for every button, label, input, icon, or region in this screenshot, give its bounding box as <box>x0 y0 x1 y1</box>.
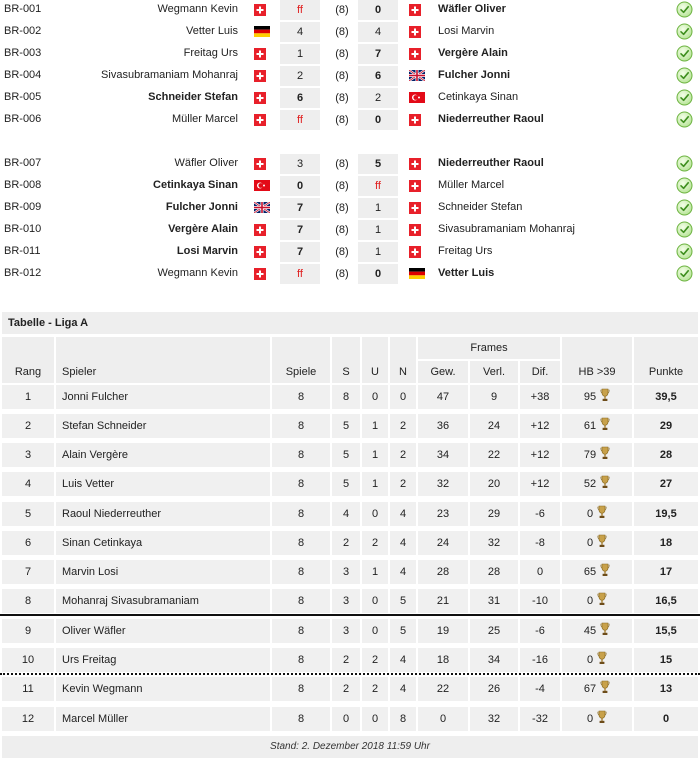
frames-count: (8) <box>335 4 349 16</box>
match-row <box>0 242 700 262</box>
cell-spiele: 8 <box>272 531 330 555</box>
cell-gew: 34 <box>418 443 468 467</box>
cell-verl: 22 <box>470 443 518 467</box>
away-player[interactable]: Cetinkaya Sinan <box>438 91 519 103</box>
cell-spieler[interactable]: Marvin Losi <box>56 560 270 584</box>
match-id: BR-006 <box>4 113 42 125</box>
home-player[interactable]: Cetinkaya Sinan <box>153 179 238 191</box>
trophy-icon <box>593 537 607 549</box>
hb-value: 0 <box>586 595 594 607</box>
match-row <box>0 198 700 218</box>
match-id: BR-003 <box>4 47 42 59</box>
cell-spiele: 8 <box>272 560 330 584</box>
home-player[interactable]: Wäfler Oliver <box>174 157 238 169</box>
cell-n: 4 <box>390 560 416 584</box>
cell-hb <box>562 648 632 672</box>
cell-u: 1 <box>362 443 388 467</box>
cell-u: 2 <box>362 677 388 701</box>
home-player[interactable]: Losi Marvin <box>176 245 238 257</box>
cell-gew: 23 <box>418 502 468 526</box>
away-score: 1 <box>358 242 398 262</box>
frames-count: (8) <box>335 26 349 38</box>
cell-s: 5 <box>332 443 360 467</box>
cell-spieler[interactable]: Alain Vergère <box>56 443 270 467</box>
uk-flag <box>409 70 425 81</box>
cell-n: 0 <box>390 385 416 409</box>
hb-value: 45 <box>583 625 597 637</box>
cell-dif: +12 <box>520 472 560 496</box>
cell-s: 5 <box>332 472 360 496</box>
cell-verl: 20 <box>470 472 518 496</box>
cell-verl: 25 <box>470 619 518 643</box>
frames-count: (8) <box>335 224 349 236</box>
away-player[interactable]: Müller Marcel <box>438 179 505 191</box>
cell-s: 2 <box>332 648 360 672</box>
switzerland-flag <box>409 246 425 257</box>
frames-count: (8) <box>335 158 349 170</box>
cell-hb <box>562 619 632 643</box>
frames-count: (8) <box>335 48 349 60</box>
cell-n: 5 <box>390 589 416 613</box>
trophy-icon <box>596 478 610 490</box>
cell-n: 2 <box>390 414 416 438</box>
match-row <box>0 66 700 86</box>
cell-hb <box>562 531 632 555</box>
hb-value: 95 <box>583 391 597 403</box>
green-check-icon <box>676 67 693 84</box>
frames-group-header: Frames <box>418 337 560 359</box>
away-player[interactable]: Sivasubramaniam Mohanraj <box>438 223 575 235</box>
cell-dif: -10 <box>520 589 560 613</box>
cell-hb <box>562 677 632 701</box>
away-score: 0 <box>358 264 398 284</box>
cell-s: 8 <box>332 385 360 409</box>
cell-verl: 9 <box>470 385 518 409</box>
hb-value: 61 <box>583 420 597 432</box>
cell-n: 8 <box>390 707 416 731</box>
cell-spieler[interactable]: Oliver Wäfler <box>56 619 270 643</box>
trophy-icon <box>596 420 610 432</box>
cell-verl: 32 <box>470 531 518 555</box>
cell-rang: 5 <box>2 502 54 526</box>
switzerland-flag <box>254 48 268 59</box>
trophy-icon <box>596 625 610 637</box>
cell-spiele: 8 <box>272 472 330 496</box>
home-score: 4 <box>280 22 320 42</box>
hb-value: 79 <box>583 449 597 461</box>
cell-u: 0 <box>362 589 388 613</box>
away-player[interactable]: Fulcher Jonni <box>438 69 511 81</box>
cell-spiele: 8 <box>272 707 330 731</box>
cell-punkte: 28 <box>634 443 698 467</box>
trophy-icon <box>596 683 610 695</box>
cell-n: 4 <box>390 531 416 555</box>
col-header-s[interactable]: S <box>332 337 360 383</box>
cell-punkte: 39,5 <box>634 385 698 409</box>
frames-count: (8) <box>335 202 349 214</box>
cell-verl: 28 <box>470 560 518 584</box>
col-header-n[interactable]: N <box>390 337 416 383</box>
cell-spiele: 8 <box>272 414 330 438</box>
cell-spiele: 8 <box>272 589 330 613</box>
cell-hb <box>562 385 632 409</box>
col-header-spiele[interactable]: Spiele <box>272 337 330 383</box>
cell-rang: 8 <box>2 589 54 613</box>
cell-u: 1 <box>362 414 388 438</box>
away-score: 0 <box>358 110 398 130</box>
col-header-rang[interactable]: Rang <box>2 337 54 383</box>
cell-hb <box>562 560 632 584</box>
home-score: 1 <box>280 44 320 64</box>
cell-rang: 11 <box>2 677 54 701</box>
cell-spieler[interactable]: Urs Freitag <box>56 648 270 672</box>
match-row <box>0 220 700 240</box>
switzerland-flag <box>409 202 425 213</box>
germany-flag <box>254 26 268 37</box>
trophy-icon <box>593 713 607 725</box>
match-row <box>0 264 700 284</box>
home-player[interactable]: Schneider Stefan <box>148 91 238 103</box>
cell-gew: 18 <box>418 648 468 672</box>
home-score: 0 <box>280 176 320 196</box>
away-score: 1 <box>358 198 398 218</box>
green-check-icon <box>676 89 693 106</box>
cell-gew: 21 <box>418 589 468 613</box>
away-score: 6 <box>358 66 398 86</box>
cell-gew: 24 <box>418 531 468 555</box>
cell-dif: +38 <box>520 385 560 409</box>
cell-s: 2 <box>332 531 360 555</box>
cell-u: 0 <box>362 502 388 526</box>
hb-value: 65 <box>583 566 597 578</box>
cell-s: 0 <box>332 707 360 731</box>
switzerland-flag <box>409 26 425 37</box>
cell-punkte: 0 <box>634 707 698 731</box>
cell-hb <box>562 589 632 613</box>
cell-hb <box>562 443 632 467</box>
away-score: 0 <box>358 0 398 20</box>
germany-flag <box>409 268 425 279</box>
away-score: ff <box>358 176 398 196</box>
frames-count: (8) <box>335 246 349 258</box>
switzerland-flag <box>409 48 425 59</box>
switzerland-flag <box>254 92 268 103</box>
green-check-icon <box>676 199 693 216</box>
cell-dif: -16 <box>520 648 560 672</box>
home-score: 3 <box>280 154 320 174</box>
col-header-punkte[interactable]: Punkte <box>634 337 698 383</box>
col-header-hb[interactable]: HB >39 <box>562 337 632 383</box>
cell-verl: 24 <box>470 414 518 438</box>
away-player[interactable]: Niederreuther Raoul <box>438 113 544 125</box>
hb-value: 0 <box>586 654 594 666</box>
away-score: 2 <box>358 88 398 108</box>
match-id: BR-008 <box>4 179 42 191</box>
cell-punkte: 15 <box>634 648 698 672</box>
away-score: 7 <box>358 44 398 64</box>
switzerland-flag <box>254 224 268 235</box>
switzerland-flag <box>409 180 425 191</box>
cell-s: 5 <box>332 414 360 438</box>
cell-punkte: 18 <box>634 531 698 555</box>
cell-hb <box>562 707 632 731</box>
cell-spiele: 8 <box>272 619 330 643</box>
home-score: ff <box>280 110 320 130</box>
home-score: ff <box>280 0 320 20</box>
cell-dif: -6 <box>520 502 560 526</box>
cell-spiele: 8 <box>272 677 330 701</box>
cell-rang: 9 <box>2 619 54 643</box>
cell-dif: +12 <box>520 414 560 438</box>
switzerland-flag <box>254 246 268 257</box>
separator-solid <box>0 614 700 616</box>
cell-hb <box>562 472 632 496</box>
cell-spieler[interactable]: Marcel Müller <box>56 707 270 731</box>
home-player[interactable]: Müller Marcel <box>171 113 238 125</box>
hb-value: 67 <box>583 683 597 695</box>
cell-s: 3 <box>332 619 360 643</box>
trophy-icon <box>596 391 610 403</box>
cell-u: 0 <box>362 619 388 643</box>
cell-spieler[interactable]: Mohanraj Sivasubramaniam <box>56 589 270 613</box>
match-id: BR-001 <box>4 3 42 15</box>
cell-s: 3 <box>332 589 360 613</box>
cell-spieler[interactable]: Luis Vetter <box>56 472 270 496</box>
trophy-icon <box>593 595 607 607</box>
cell-gew: 47 <box>418 385 468 409</box>
match-id: BR-010 <box>4 223 42 235</box>
cell-spieler[interactable]: Sinan Cetinkaya <box>56 531 270 555</box>
home-score: 7 <box>280 242 320 262</box>
cell-dif: -8 <box>520 531 560 555</box>
cell-gew: 28 <box>418 560 468 584</box>
cell-rang: 2 <box>2 414 54 438</box>
cell-spieler[interactable]: Raoul Niederreuther <box>56 502 270 526</box>
cell-punkte: 27 <box>634 472 698 496</box>
cell-verl: 34 <box>470 648 518 672</box>
uk-flag <box>254 202 268 213</box>
green-check-icon <box>676 23 693 40</box>
away-score: 1 <box>358 220 398 240</box>
cell-punkte: 16,5 <box>634 589 698 613</box>
cell-rang: 1 <box>2 385 54 409</box>
hb-value: 0 <box>586 537 594 549</box>
cell-n: 5 <box>390 619 416 643</box>
match-row <box>0 44 700 64</box>
cell-spiele: 8 <box>272 385 330 409</box>
cell-u: 0 <box>362 385 388 409</box>
cell-gew: 22 <box>418 677 468 701</box>
match-row <box>0 0 700 20</box>
away-player[interactable]: Losi Marvin <box>438 25 495 37</box>
separator-dotted <box>0 673 700 675</box>
cell-n: 4 <box>390 502 416 526</box>
match-row <box>0 110 700 130</box>
cell-hb <box>562 414 632 438</box>
cell-s: 3 <box>332 560 360 584</box>
home-player[interactable]: Vetter Luis <box>186 25 238 37</box>
cell-dif: +12 <box>520 443 560 467</box>
cell-punkte: 29 <box>634 414 698 438</box>
home-score: 7 <box>280 220 320 240</box>
green-check-icon <box>676 265 693 282</box>
switzerland-flag <box>409 4 425 15</box>
cell-spieler[interactable]: Stefan Schneider <box>56 414 270 438</box>
turkey-flag <box>254 180 268 191</box>
home-player[interactable]: Fulcher Jonni <box>165 201 238 213</box>
green-check-icon <box>676 155 693 172</box>
frames-count: (8) <box>335 70 349 82</box>
cell-n: 2 <box>390 443 416 467</box>
table-title: Tabelle - Liga A <box>2 312 698 334</box>
green-check-icon <box>676 243 693 260</box>
away-player[interactable]: Vergère Alain <box>438 47 508 59</box>
cell-spiele: 8 <box>272 502 330 526</box>
cell-gew: 0 <box>418 707 468 731</box>
cell-u: 2 <box>362 531 388 555</box>
away-player[interactable]: Niederreuther Raoul <box>438 157 544 169</box>
cell-spiele: 8 <box>272 443 330 467</box>
away-player[interactable]: Freitag Urs <box>438 245 493 257</box>
cell-dif: -32 <box>520 707 560 731</box>
home-player[interactable]: Freitag Urs <box>183 47 238 59</box>
away-score: 5 <box>358 154 398 174</box>
home-player[interactable]: Vergère Alain <box>168 223 238 235</box>
col-header-verl[interactable]: Verl. <box>470 361 518 383</box>
cell-punkte: 17 <box>634 560 698 584</box>
cell-gew: 32 <box>418 472 468 496</box>
green-check-icon <box>676 111 693 128</box>
cell-rang: 7 <box>2 560 54 584</box>
away-player[interactable]: Wäfler Oliver <box>438 3 506 15</box>
match-id: BR-009 <box>4 201 42 213</box>
cell-gew: 36 <box>418 414 468 438</box>
cell-u: 1 <box>362 472 388 496</box>
switzerland-flag <box>409 224 425 235</box>
cell-rang: 3 <box>2 443 54 467</box>
hb-value: 0 <box>586 508 594 520</box>
switzerland-flag <box>254 114 268 125</box>
match-row <box>0 22 700 42</box>
cell-n: 4 <box>390 677 416 701</box>
green-check-icon <box>676 45 693 62</box>
frames-count: (8) <box>335 114 349 126</box>
col-header-gew[interactable]: Gew. <box>418 361 468 383</box>
home-score: 7 <box>280 198 320 218</box>
cell-gew: 19 <box>418 619 468 643</box>
switzerland-flag <box>409 114 425 125</box>
hb-value: 0 <box>586 713 594 725</box>
cell-punkte: 15,5 <box>634 619 698 643</box>
cell-s: 4 <box>332 502 360 526</box>
match-row <box>0 88 700 108</box>
cell-dif: 0 <box>520 560 560 584</box>
frames-count: (8) <box>335 180 349 192</box>
cell-spiele: 8 <box>272 648 330 672</box>
trophy-icon <box>596 449 610 461</box>
match-id: BR-011 <box>4 245 41 257</box>
frames-count: (8) <box>335 268 349 280</box>
match-id: BR-004 <box>4 69 42 81</box>
cell-hb <box>562 502 632 526</box>
cell-u: 1 <box>362 560 388 584</box>
cell-punkte: 13 <box>634 677 698 701</box>
match-id: BR-012 <box>4 267 42 279</box>
cell-dif: -4 <box>520 677 560 701</box>
home-score: 2 <box>280 66 320 86</box>
trophy-icon <box>596 566 610 578</box>
hb-value: 52 <box>583 478 597 490</box>
match-row <box>0 154 700 174</box>
match-id: BR-005 <box>4 91 42 103</box>
cell-verl: 31 <box>470 589 518 613</box>
cell-punkte: 19,5 <box>634 502 698 526</box>
cell-verl: 26 <box>470 677 518 701</box>
cell-rang: 4 <box>2 472 54 496</box>
switzerland-flag <box>254 268 268 279</box>
col-header-spieler[interactable]: Spieler <box>56 337 270 383</box>
green-check-icon <box>676 177 693 194</box>
cell-u: 0 <box>362 707 388 731</box>
col-header-dif[interactable]: Dif. <box>520 361 560 383</box>
cell-rang: 12 <box>2 707 54 731</box>
cell-rang: 6 <box>2 531 54 555</box>
cell-n: 4 <box>390 648 416 672</box>
home-player[interactable]: Sivasubramaniam Mohanraj <box>101 69 238 81</box>
trophy-icon <box>593 508 607 520</box>
away-player[interactable]: Vetter Luis <box>438 267 495 279</box>
green-check-icon <box>676 221 693 238</box>
table-footer-timestamp: Stand: 2. Dezember 2018 11:59 Uhr <box>2 736 698 758</box>
frames-count: (8) <box>335 92 349 104</box>
match-id: BR-007 <box>4 157 42 169</box>
home-score: ff <box>280 264 320 284</box>
cell-verl: 32 <box>470 707 518 731</box>
cell-u: 2 <box>362 648 388 672</box>
cell-dif: -6 <box>520 619 560 643</box>
away-player[interactable]: Schneider Stefan <box>438 201 523 213</box>
switzerland-flag <box>254 158 268 169</box>
switzerland-flag <box>409 158 425 169</box>
switzerland-flag <box>254 70 268 81</box>
cell-spieler[interactable]: Kevin Wegmann <box>56 677 270 701</box>
trophy-icon <box>593 654 607 666</box>
home-score: 6 <box>280 88 320 108</box>
home-player[interactable]: Wegmann Kevin <box>157 267 238 279</box>
col-header-u[interactable]: U <box>362 337 388 383</box>
cell-spieler[interactable]: Jonni Fulcher <box>56 385 270 409</box>
turkey-flag <box>409 92 425 103</box>
cell-s: 2 <box>332 677 360 701</box>
cell-rang: 10 <box>2 648 54 672</box>
green-check-icon <box>676 1 693 18</box>
switzerland-flag <box>254 4 268 15</box>
home-player[interactable]: Wegmann Kevin <box>157 3 238 15</box>
match-row <box>0 176 700 196</box>
away-score: 4 <box>358 22 398 42</box>
cell-verl: 29 <box>470 502 518 526</box>
match-id: BR-002 <box>4 25 42 37</box>
cell-n: 2 <box>390 472 416 496</box>
